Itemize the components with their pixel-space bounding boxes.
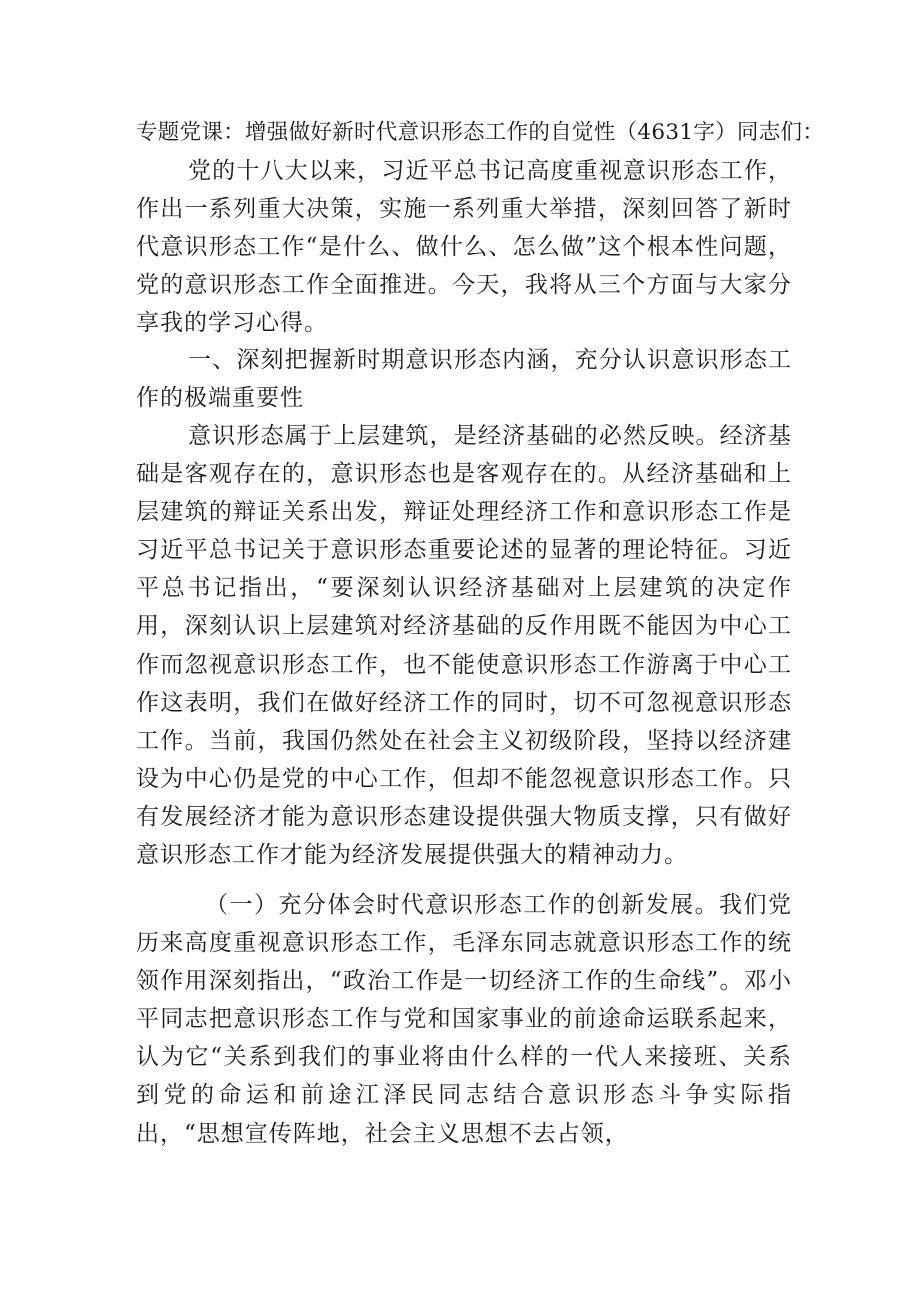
paragraph-ideology-base: 意识形态属于上层建筑，是经济基础的必然反映。经济基础是客观存在的，意识形态也是客观存在的。从经济基础和上层建筑的辩证关系出发，辩证处理经济工作和意识形态工作是习近平总书记关于意识形态重要论述的显著的理论特征。习近平总书记指出，“要深刻认识经济基础对上层建筑的决定作用，深刻认识上层建筑对经济基础的反作用既不能因为中心工作而忽视意识形态工作，也不能使意识形态工作游离于中心工作这表明，我们在做好经济工作的同时，切不可忽视意识形态工作。当前，我国仍然处在社会主义初级阶段，坚持以经济建设为中心仍是党的中心工作，但却不能忽视意识形态工作。只有发展经济才能为意识形态建设提供强大物质支撑，只有做好意识形态工作才能为经济发展提供强大的精神动力。 xyxy=(136,423,792,869)
paragraph-subsection-one: （一）充分体会时代意识形态工作的创新发展。我们党历来高度重视意识形态工作，毛泽东同志就意识形态工作的统领作用深刻指出，“政治工作是一切经济工作的生命线”。邓小平同志把意识形态工作与党和国家事业的前途命运联系起来，认为它“关系到我们的事业将由什么样的一代人来接班、关系到党的命运和前途江泽民同志结合意识形态斗争实际指出，“思想宣传阵地，社会主义思想不去占领， xyxy=(136,892,792,1147)
paragraph-intro: 党的十八大以来，习近平总书记高度重视意识形态工作，作出一系列重大决策，实施一系列重大举措，深刻回答了新时代意识形态工作“是什么、做什么、怎么做”这个根本性问题，党的意识形态工作全面推进。今天，我将从三个方面与大家分享我的学习心得。 xyxy=(136,158,792,337)
section-heading-one: 一、深刻把握新时期意识形态内涵，充分认识意识形态工作的极端重要性 xyxy=(136,347,792,412)
document-title-line: 专题党课：增强做好新时代意识形态工作的自觉性（4631字）同志们： xyxy=(136,120,825,145)
